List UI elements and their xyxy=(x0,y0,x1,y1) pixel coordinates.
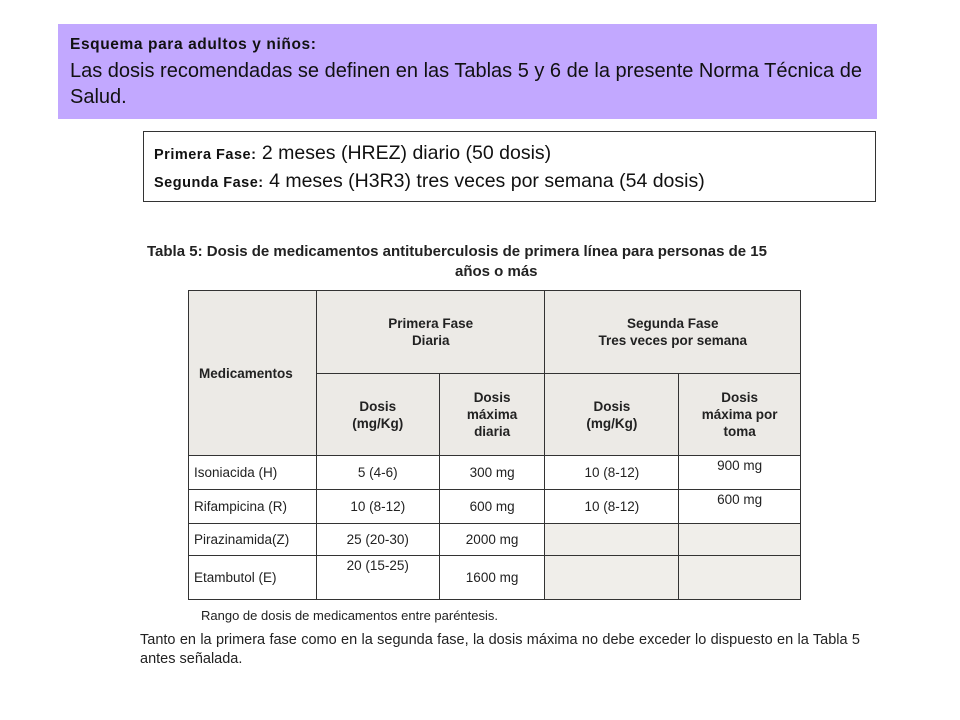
table-title-line1: Tabla 5: Dosis de medicamentos antituberculosis de primera línea para personas de 15 xyxy=(147,243,767,260)
cell-dosis-maxima: 2000 mg xyxy=(439,524,545,556)
phase-label: Primera Fase: xyxy=(154,147,257,163)
cell-dosis-segunda: 10 (8-12) xyxy=(545,456,679,490)
group-header-segunda-fase xyxy=(545,291,801,374)
header-text: Las dosis recomendadas se definen en las Tablas 5 y 6 de la presente Norma Técnica de Salud. xyxy=(70,60,862,108)
table-row xyxy=(189,524,801,556)
cell-dosis-maxima-toma xyxy=(679,524,801,556)
cell-dosis-maxima: 600 mg xyxy=(439,490,545,524)
phase-line-second xyxy=(154,168,865,196)
subheader-line: máxima por xyxy=(701,407,778,422)
cell-dosis-segunda xyxy=(545,556,679,600)
table-row xyxy=(189,490,801,524)
table-row xyxy=(189,556,801,600)
phase-box xyxy=(143,131,876,202)
dosage-note: Tanto en la primera fase como en la segunda fase, la dosis máxima no debe exceder lo dispuesto en la Tabla 5 antes señalada. xyxy=(140,632,860,667)
phase-text: 4 meses (H3R3) tres veces por semana (54 dosis) xyxy=(269,170,705,192)
group-header-primera-fase xyxy=(316,291,545,374)
subheader-line: diaria xyxy=(474,424,511,439)
cell-dosis-maxima: 1600 mg xyxy=(439,556,545,600)
group-header-line: Primera Fase xyxy=(388,316,474,331)
phase-label: Segunda Fase: xyxy=(154,175,264,191)
subheader-line: (mg/Kg) xyxy=(352,415,404,431)
subheader-dosis xyxy=(316,374,439,456)
cell-dosis: 5 (4-6) xyxy=(316,456,439,490)
subheader-line: toma xyxy=(723,424,756,439)
group-header-line: Diaria xyxy=(411,333,450,348)
phase-line-first xyxy=(154,140,865,168)
group-header-line: Tres veces por semana xyxy=(598,333,748,348)
cell-dosis: 10 (8-12) xyxy=(316,490,439,524)
group-header-line: Segunda Fase xyxy=(626,316,719,331)
col-header-medicamentos: Medicamentos xyxy=(189,291,317,456)
header-box xyxy=(58,24,877,119)
subheader-line: Dosis xyxy=(593,398,631,414)
cell-dosis-segunda: 10 (8-12) xyxy=(545,490,679,524)
subheader-dosis-maxima xyxy=(439,374,545,456)
cell-dosis-segunda xyxy=(545,524,679,556)
cell-dosis-maxima-toma xyxy=(679,556,801,600)
cell-dosis: 20 (15-25) xyxy=(316,556,439,600)
subheader-line: máxima xyxy=(466,407,518,422)
scanned-table-section xyxy=(130,236,870,676)
cell-medicamento: Etambutol (E) xyxy=(189,556,317,600)
table-footnote: Rango de dosis de medicamentos entre paréntesis. xyxy=(201,608,499,623)
subheader-line: Dosis xyxy=(721,390,758,405)
subheader-line: Dosis xyxy=(473,390,511,405)
cell-dosis-maxima-toma: 600 mg xyxy=(679,490,801,524)
cell-dosis-maxima-toma: 900 mg xyxy=(679,456,801,490)
table-title xyxy=(147,242,862,282)
cell-dosis: 25 (20-30) xyxy=(316,524,439,556)
cell-medicamento: Isoniacida (H) xyxy=(189,456,317,490)
cell-medicamento: Pirazinamida(Z) xyxy=(189,524,317,556)
cell-medicamento: Rifampicina (R) xyxy=(189,490,317,524)
subheader-line: Dosis xyxy=(359,398,397,414)
table-title-line2: años o más xyxy=(455,263,538,280)
subheader-dosis-maxima-toma xyxy=(679,374,801,456)
dosage-table xyxy=(188,290,801,600)
header-label: Esquema para adultos y niños: xyxy=(70,36,317,53)
subheader-dosis xyxy=(545,374,679,456)
subheader-line: (mg/Kg) xyxy=(586,415,638,431)
table-row xyxy=(189,456,801,490)
cell-dosis-maxima: 300 mg xyxy=(439,456,545,490)
phase-text: 2 meses (HREZ) diario (50 dosis) xyxy=(261,142,552,164)
